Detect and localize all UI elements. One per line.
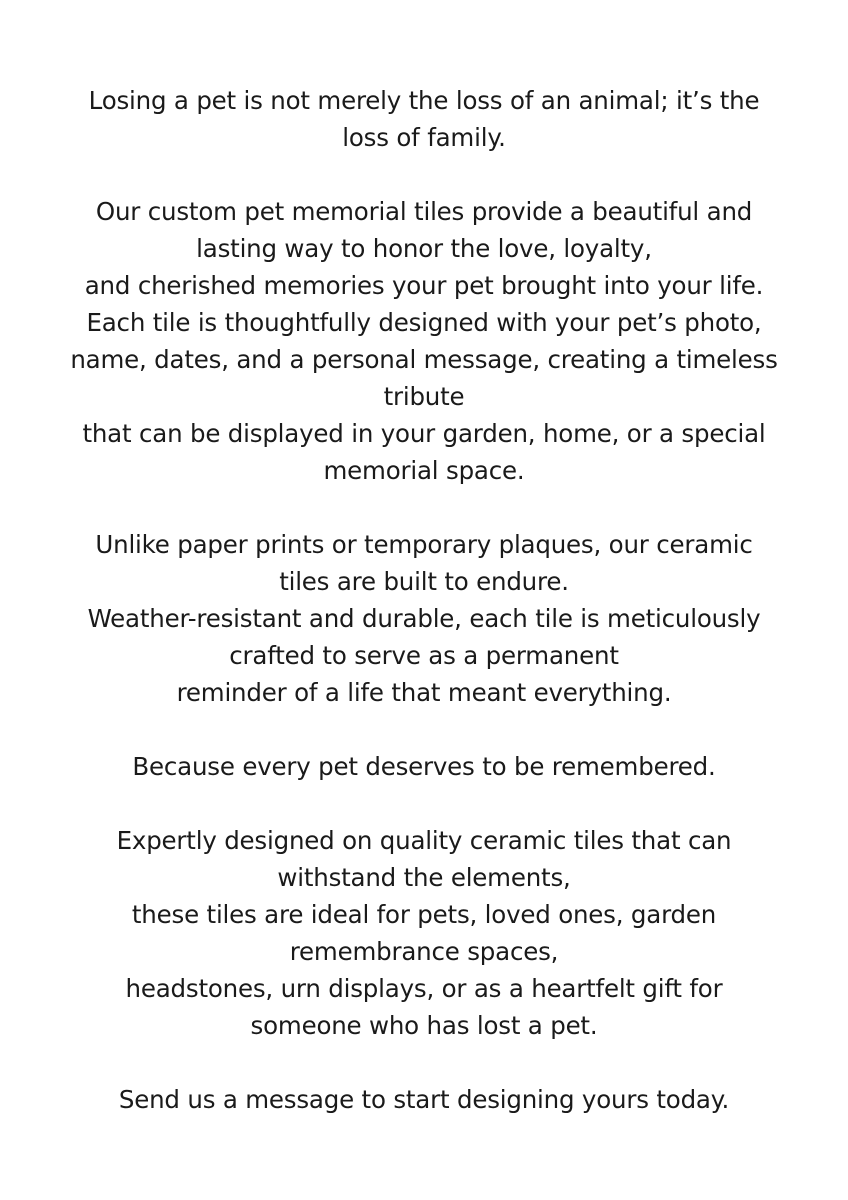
text-line: and cherished memories your pet brought into your life.	[84, 271, 764, 300]
paragraph-product	[0, 193, 848, 489]
text-line: Expertly designed on quality ceramic tiles that can	[116, 826, 732, 855]
text-line: lasting way to honor the love, loyalty,	[196, 234, 652, 263]
text-line: memorial space.	[323, 456, 525, 485]
text-line: tiles are built to endure.	[279, 567, 569, 596]
text-line: tribute	[383, 382, 465, 411]
text-line: Unlike paper prints or temporary plaques, our ceramic	[95, 530, 753, 559]
text-line: remembrance spaces,	[289, 937, 559, 966]
text-line: Our custom pet memorial tiles provide a beautiful and	[95, 197, 753, 226]
text-line: Losing a pet is not merely the loss of an animal; it’s the	[88, 86, 760, 115]
text-line: these tiles are ideal for pets, loved ones, garden	[131, 900, 717, 929]
text-line: that can be displayed in your garden, home, or a special	[82, 419, 766, 448]
text-line: Send us a message to start designing yours today.	[118, 1085, 730, 1114]
text-line: someone who has lost a pet.	[250, 1011, 598, 1040]
text-line: name, dates, and a personal message, creating a timeless	[70, 345, 778, 374]
paragraph-durability	[0, 526, 848, 711]
text-line: Weather-resistant and durable, each tile is meticulously	[87, 604, 761, 633]
text-line: headstones, urn displays, or as a heartfelt gift for	[125, 974, 723, 1003]
paragraph-tagline	[0, 748, 848, 785]
text-line: Because every pet deserves to be remembered.	[132, 752, 716, 781]
paragraph-call-to-action	[0, 1081, 848, 1118]
text-line: crafted to serve as a permanent	[229, 641, 619, 670]
memorial-tile-description	[0, 82, 848, 1118]
text-line: withstand the elements,	[277, 863, 571, 892]
paragraph-intro	[0, 82, 848, 156]
text-line: reminder of a life that meant everything.	[176, 678, 672, 707]
paragraph-uses	[0, 822, 848, 1044]
text-line: loss of family.	[342, 123, 506, 152]
text-line: Each tile is thoughtfully designed with your pet’s photo,	[86, 308, 762, 337]
